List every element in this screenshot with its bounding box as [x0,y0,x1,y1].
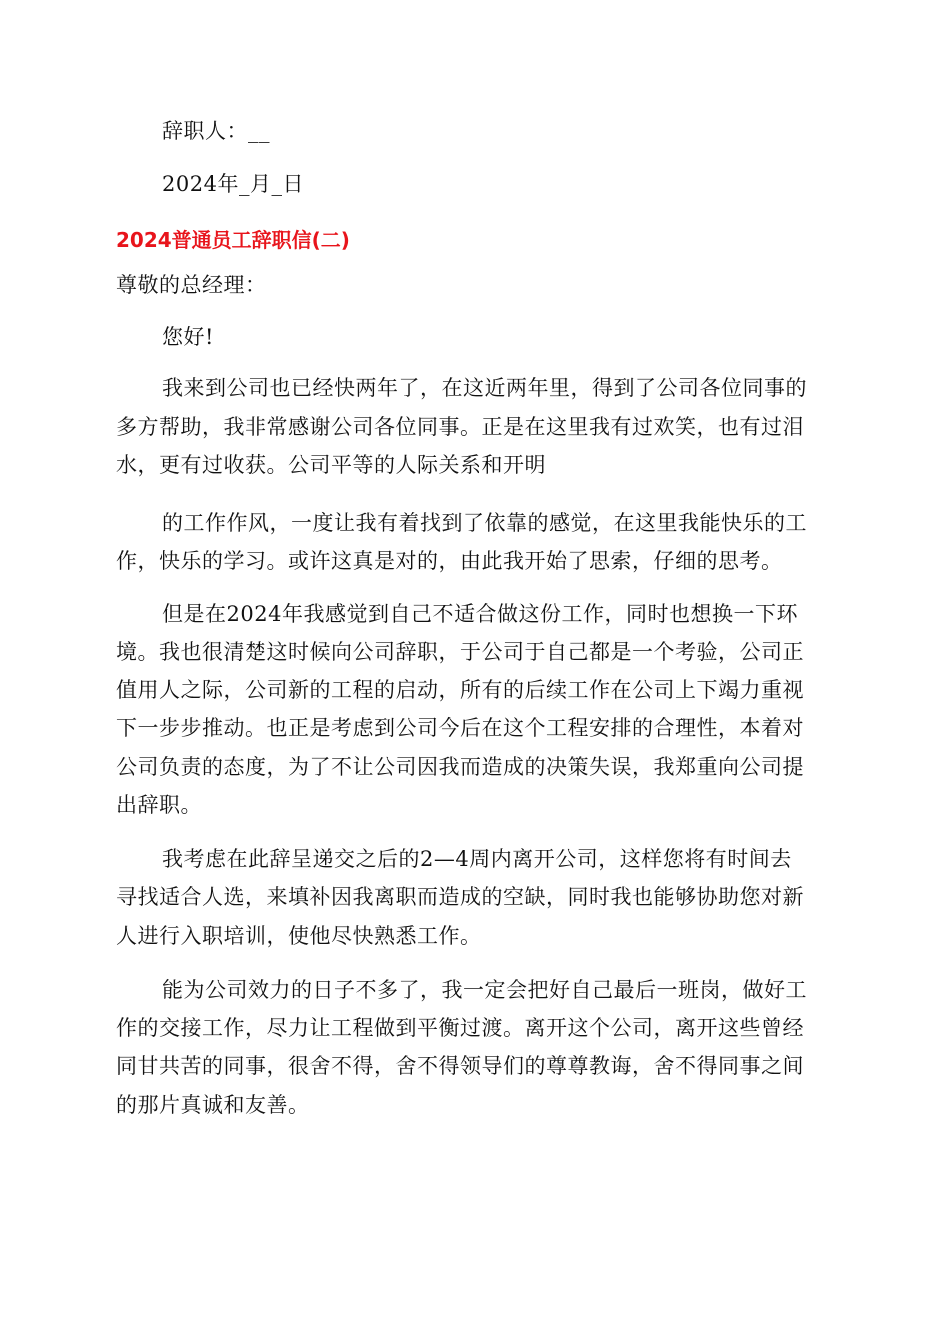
paragraph-2-line-2: 作，快乐的学习。或许这真是对的，由此我开始了思索，仔细的思考。 [116,549,783,573]
paragraph-2-line-1: 的工作作风，一度让我有着找到了依靠的感觉，在这里我能快乐的工 [162,511,807,535]
resigner-line: 辞职人：__ [162,119,270,143]
paragraph-5-line-2: 作的交接工作，尽力让工程做到平衡过渡。离开这个公司，离开这些曾经 [116,1016,804,1040]
greeting: 您好! [162,325,214,349]
paragraph-3-line-6: 出辞职。 [116,793,202,817]
section-title: 2024普通员工辞职信(二) [116,228,350,252]
paragraph-1-line-2: 多方帮助，我非常感谢公司各位同事。正是在这里我有过欢笑，也有过泪 [116,415,804,439]
paragraph-3-line-2: 境。我也很清楚这时候向公司辞职，于公司于自己都是一个考验，公司正 [116,640,804,664]
paragraph-5-line-3: 同甘共苦的同事，很舍不得，舍不得领导们的尊尊教诲，舍不得同事之间 [116,1054,804,1078]
paragraph-3-line-5: 公司负责的态度，为了不让公司因我而造成的决策失误，我郑重向公司提 [116,755,804,779]
salutation: 尊敬的总经理： [116,273,267,297]
paragraph-1-line-3: 水，更有过收获。公司平等的人际关系和开明 [116,453,546,477]
paragraph-3-line-3: 值用人之际，公司新的工程的启动，所有的后续工作在公司上下竭力重视 [116,678,804,702]
paragraph-3-line-1: 但是在2024年我感觉到自己不适合做这份工作，同时也想换一下环 [162,602,798,626]
date-line: 2024年_月_日 [162,172,304,196]
paragraph-4-line-3: 人进行入职培训，使他尽快熟悉工作。 [116,924,482,948]
paragraph-1-line-1: 我来到公司也已经快两年了，在这近两年里，得到了公司各位同事的 [162,376,807,400]
paragraph-3-line-4: 下一步步推动。也正是考虑到公司今后在这个工程安排的合理性，本着对 [116,716,804,740]
paragraph-4-line-1: 我考虑在此辞呈递交之后的2—4周内离开公司，这样您将有时间去 [162,847,792,871]
paragraph-5-line-1: 能为公司效力的日子不多了，我一定会把好自己最后一班岗，做好工 [162,978,807,1002]
paragraph-5-line-4: 的那片真诚和友善。 [116,1093,310,1117]
paragraph-4-line-2: 寻找适合人选，来填补因我离职而造成的空缺，同时我也能够协助您对新 [116,885,804,909]
